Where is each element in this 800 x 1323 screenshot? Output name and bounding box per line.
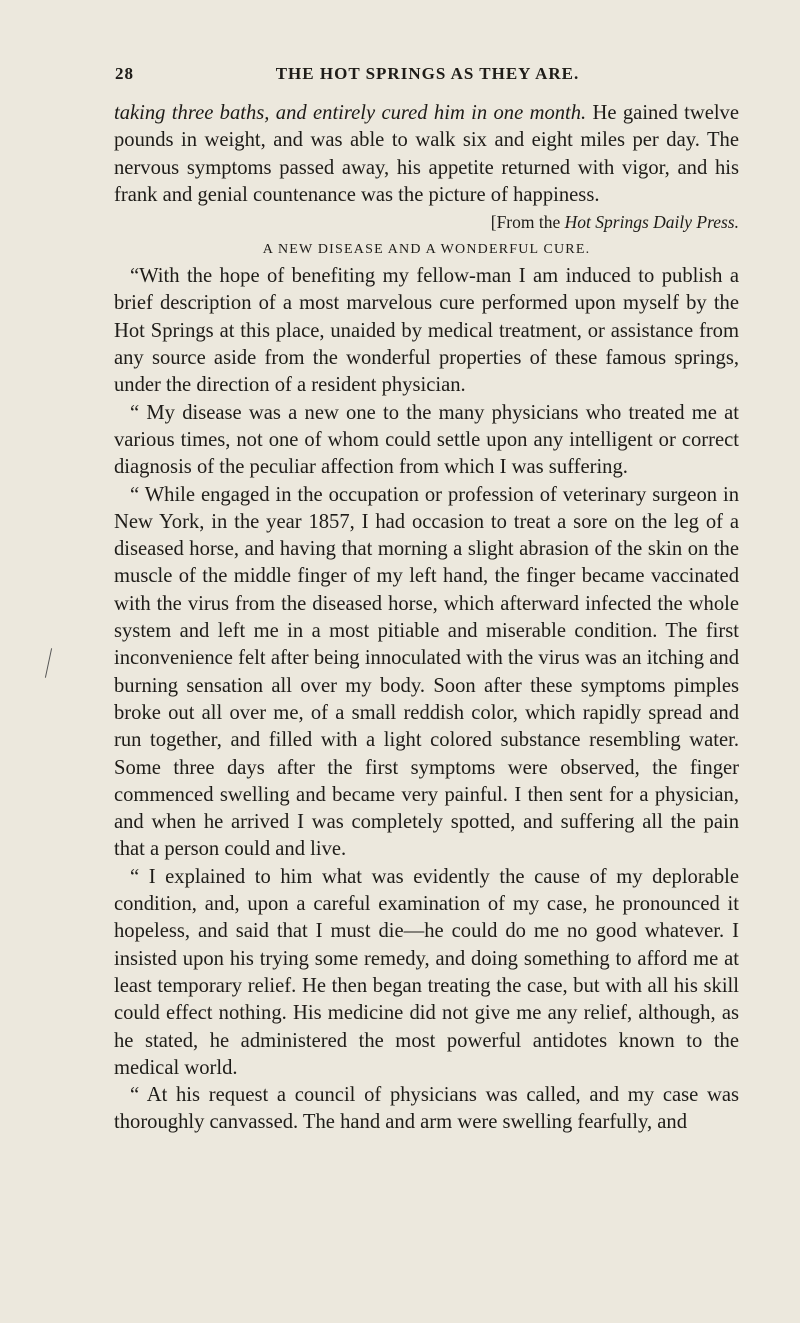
source-prefix: [From the [490,212,565,233]
source-citation [114,209,739,236]
page-body [114,100,739,1137]
source-publication: Hot Springs Daily Press. [564,212,739,233]
paragraph-1: “With the hope of benefiting my fellow-man I am induced to publish a brief description of a most marvelous cure performed upon myself by the Hot Springs at this place, unaided by medical treatment, or assistance from any source aside from the wonderful properties of these famous springs, under the direction of a resident physician. [114,265,739,397]
page-number: 28 [115,64,134,83]
running-head [115,64,740,84]
paragraph-5: “ At his request a council of physicians was called, and my case was thoroughly canvassed. The hand and arm were swelling fearfully, and [114,1084,739,1134]
article-heading: A NEW DISEASE AND A WONDERFUL CURE. [262,242,591,258]
running-title: THE HOT SPRINGS AS THEY ARE. [275,64,580,83]
paragraph-3: “ While engaged in the occupation or profession of veterinary surgeon in New York, in the year 1857, I had occasion to treat a sore on the leg of a diseased horse, and having that morning a slight abrasion of the skin on the muscle of the middle finger of my left hand, the finger became vaccinated with the virus from the diseased horse, which afterward infected the whole system and left me in a most pitiable and miserable condition. The first inconvenience felt after being innoculated with the virus was an itching and burning sensation all over my body. Soon after these symptoms pimples broke out all over me, of a small reddish color, which rapidly spread and run together, and filled with a light colored substance resembling water. Some three days after the first symptoms were observed, the finger commenced swelling and became very painful. I then sent for a physician, and when he arrived I was completely spotted, and suffering all the pain that a person could and live. [114,483,739,861]
paragraph-4: “ I explained to him what was evidently the cause of my deplorable condition, and, upon a careful examination of my case, he pronounced it hopeless, and said that I must die—he could do me no good whatever. I insisted upon his trying some remedy, and doing something to afford me at least temporary relief. He then began treating the case, but with all his skill could effect nothing. His medicine did not give me any relief, although, as he stated, he administered the most powerful antidotes known to the medical world. [114,865,739,1079]
opening-paragraph [114,100,739,209]
opening-italic-text: taking three baths, and entirely cured him in one month. [114,102,587,124]
paragraph-2: “ My disease was a new one to the many physicians who treated me at various times, not one of whom could settle upon any intelligent or correct diagnosis of the peculiar affection from which I was suffering. [114,401,739,479]
margin-pencil-mark [45,648,52,678]
opening-text: He gained twelve pounds in weight, and was able to walk six and eight miles per day. The nervous symptoms passed away, his appetite returned with vigor, and his frank and genial countenance was the picture of happiness. [114,102,739,206]
